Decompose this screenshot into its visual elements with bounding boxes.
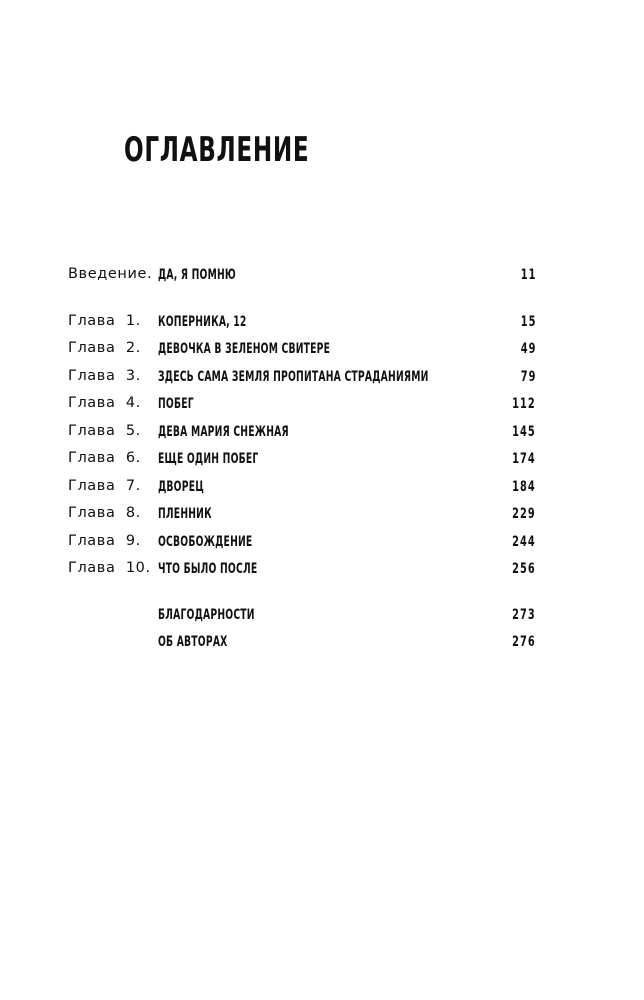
toc-title: ОСВОБОЖДЕНИЕ: [158, 533, 253, 550]
toc-page-number: 276: [512, 634, 536, 650]
toc-page-number: 112: [512, 396, 536, 412]
toc-row-chapter-7[interactable]: [0, 478, 644, 506]
toc-page-number: 15: [520, 313, 536, 330]
toc-title: ДЕВОЧКА В ЗЕЛЕНОМ СВИТЕРЕ: [158, 341, 331, 357]
toc-title: БЛАГОДАРНОСТИ: [158, 606, 255, 623]
toc-label: Глава 2.: [68, 340, 141, 356]
toc-row-chapter-6[interactable]: [0, 450, 644, 478]
toc-title: КОПЕРНИКА, 12: [158, 313, 247, 330]
toc-label: Глава 9.: [68, 532, 141, 549]
toc-row-chapter-4[interactable]: [0, 395, 644, 423]
toc-row-chapter-1[interactable]: [0, 313, 644, 341]
toc-page-number: 184: [512, 478, 536, 495]
toc-label: Глава 6.: [68, 450, 141, 466]
toc-page-number: 174: [512, 451, 536, 467]
toc-title: ДЕВА МАРИЯ СНЕЖНАЯ: [158, 423, 289, 440]
toc-page-number: 273: [512, 606, 536, 623]
toc-row-chapter-2[interactable]: [0, 340, 644, 368]
toc-label: Глава 8.: [68, 505, 141, 521]
toc-page-number: 11: [520, 267, 536, 283]
toc-title: ОБ АВТОРАХ: [158, 634, 228, 650]
toc-title: ДА, Я ПОМНЮ: [158, 267, 236, 283]
toc-label: Глава 4.: [68, 395, 141, 411]
toc-page-number: 49: [520, 341, 536, 357]
toc-label: Глава 5.: [68, 422, 141, 439]
toc-row-chapter-3[interactable]: [0, 368, 644, 396]
toc-row-about-authors[interactable]: [0, 633, 644, 661]
toc-title: ЕЩЕ ОДИН ПОБЕГ: [158, 451, 259, 467]
toc-heading: ОГЛАВЛЕНИЕ: [124, 130, 310, 170]
toc-page-number: 145: [512, 423, 536, 440]
toc-page-number: 256: [512, 561, 536, 577]
toc-title: ДВОРЕЦ: [158, 478, 204, 495]
toc-row-chapter-5[interactable]: [0, 423, 644, 451]
toc-row-chapter-9[interactable]: [0, 533, 644, 561]
toc-title: ПЛЕННИК: [158, 506, 212, 522]
toc-label: Глава 10.: [68, 560, 151, 576]
toc-row-chapter-10[interactable]: [0, 560, 644, 588]
toc-title: ПОБЕГ: [158, 396, 194, 412]
toc-label: Глава 1.: [68, 312, 141, 329]
toc-label: Введение.: [68, 266, 153, 282]
toc-title: ЗДЕСЬ САМА ЗЕМЛЯ ПРОПИТАНА СТРАДАНИЯМИ: [158, 368, 429, 385]
toc-row-intro[interactable]: [0, 266, 644, 294]
table-of-contents: [0, 266, 644, 661]
toc-label: Глава 7.: [68, 477, 141, 494]
toc-page-number: 229: [512, 506, 536, 522]
toc-row-chapter-8[interactable]: [0, 505, 644, 533]
toc-title: ЧТО БЫЛО ПОСЛЕ: [158, 561, 258, 577]
toc-row-acknowledgements[interactable]: [0, 606, 644, 634]
toc-label: Глава 3.: [68, 367, 141, 384]
toc-page-number: 244: [512, 533, 536, 550]
toc-page-number: 79: [520, 368, 536, 385]
